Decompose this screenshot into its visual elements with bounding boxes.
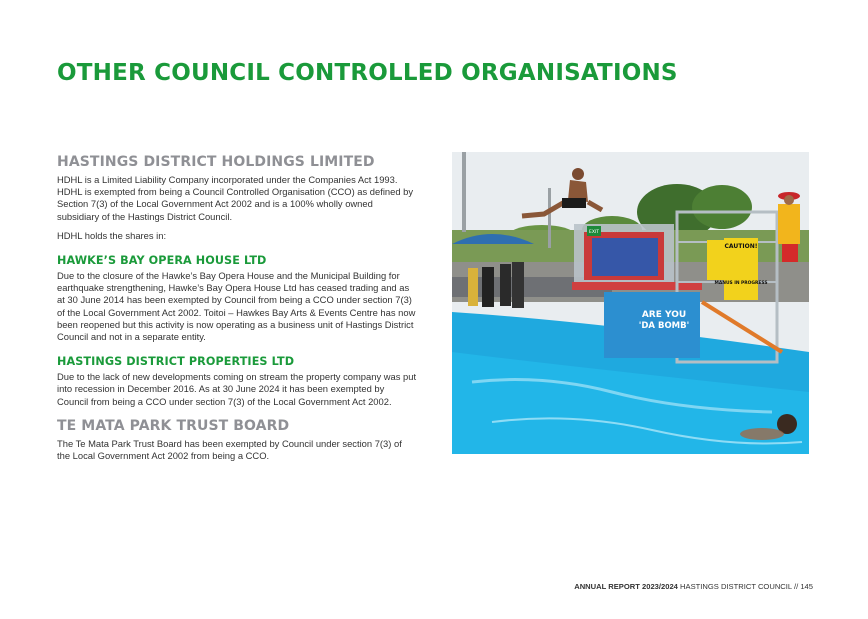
footer — [574, 582, 813, 591]
footer-report-title: ANNUAL REPORT 2023/2024 — [574, 582, 678, 591]
heading-opera-house: HAWKE’S BAY OPERA HOUSE LTD — [57, 254, 267, 268]
caution-sign-text: CAUTION! — [724, 243, 758, 250]
manus-sign-text: MANUS IN PROGRESS — [714, 281, 768, 286]
banner-line-2: 'DA BOMB' — [638, 321, 690, 331]
heading-properties: HASTINGS DISTRICT PROPERTIES LTD — [57, 355, 295, 369]
hdhl-paragraph: HDHL is a Limited Liability Company incorporated under the Companies Act 1993. HDHL is exempted from being a Council Controlled Organisation (CCO) as defined by Section 7(3) of the Local Government Act 2002 and is a 100% wholly owned subsidiary of the Hastings District Council. — [57, 174, 414, 222]
page-title: OTHER COUNCIL CONTROLLED ORGANISATIONS — [57, 60, 678, 86]
banner-line-1: ARE YOU — [641, 310, 687, 320]
pool-photo — [452, 152, 809, 454]
footer-separator: // — [793, 582, 799, 591]
opera-house-paragraph: Due to the closure of the Hawke’s Bay Opera House and the Municipal Building for earthquake strengthening, Hawke’s Bay Opera House Ltd has ceased trading and as at 30 June 2014 has been exempted by Council from being a CCO under section 7(3) of the Local Government Act 2002. Toitoi – Hawkes Bay Arts & Events Centre has now been reopened but this activity is now operating as a business unit of Hastings District Council and not in a separate entity. — [57, 270, 416, 343]
page-number: 145 — [800, 582, 813, 591]
heading-te-mata: TE MATA PARK TRUST BOARD — [57, 417, 290, 434]
properties-paragraph: Due to the lack of new developments coming on stream the property company was put into recession in December 2016. As at 30 June 2024 it has been exempted by Council from being a CCO under section 7(3) of the Local Government Act 2002. — [57, 371, 417, 407]
heading-hdhl: HASTINGS DISTRICT HOLDINGS LIMITED — [57, 154, 375, 170]
content-column — [57, 154, 417, 462]
hdhl-shares-paragraph: HDHL holds the shares in: — [57, 229, 167, 241]
te-mata-paragraph: The Te Mata Park Trust Board has been exempted by Council under section 7(3) of the Local Government Act 2002 from being a CCO. — [57, 437, 402, 462]
exit-sign-text: EXIT — [588, 230, 600, 235]
footer-council: HASTINGS DISTRICT COUNCIL — [680, 582, 792, 591]
